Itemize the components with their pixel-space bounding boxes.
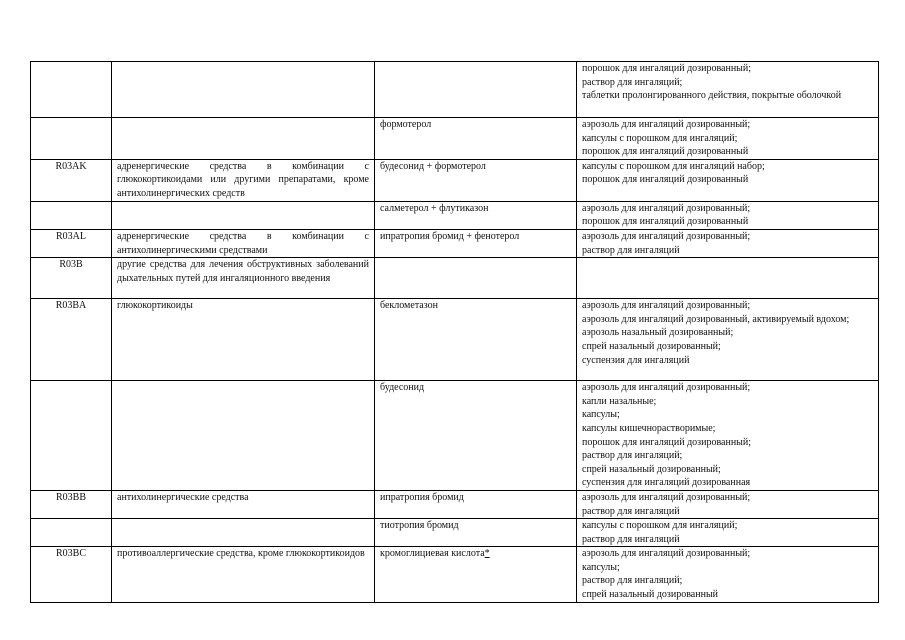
dosage-form-line: капсулы; — [582, 409, 620, 421]
atc-code-cell — [31, 519, 112, 547]
dosage-forms-cell — [577, 519, 879, 547]
drug-name: ипратропия бромид — [380, 491, 464, 503]
drug-name-cell — [375, 547, 577, 602]
drug-name: будесонид — [380, 382, 425, 394]
pharmacological-group-cell: противоаллергические средства, кроме глюкокортикоидов — [112, 547, 375, 602]
dosage-form-line: спрей назальный дозированный — [582, 589, 719, 601]
dosage-forms-cell — [577, 229, 879, 257]
atc-code-cell: R03AL — [31, 229, 112, 257]
pharmacological-group-cell — [112, 62, 375, 118]
dosage-form-line: раствор для ингаляций — [582, 505, 680, 517]
table-row — [31, 201, 879, 229]
drug-name-cell — [375, 299, 577, 381]
dosage-form-line: капсулы с порошком для ингаляций; — [582, 520, 738, 532]
dosage-form-line: раствор для ингаляций — [582, 244, 680, 256]
table-row — [31, 159, 879, 201]
dosage-form-line: аэрозоль для ингаляций дозированный; — [582, 382, 751, 394]
drug-name-cell — [375, 229, 577, 257]
table-row — [31, 229, 879, 257]
drug-name: формотерол — [380, 119, 432, 130]
atc-code-cell — [31, 381, 112, 491]
drug-name-cell — [375, 118, 577, 160]
dosage-forms-cell — [577, 118, 879, 160]
drug-name-cell — [375, 159, 577, 201]
atc-code-cell: R03BC — [31, 547, 112, 602]
dosage-forms-cell — [577, 299, 879, 381]
dosage-form-line: капсулы кишечнорастворимые; — [582, 422, 716, 434]
atc-code-cell: R03BA — [31, 299, 112, 381]
dosage-form-line: аэрозоль для ингаляций дозированный; — [582, 491, 751, 503]
dosage-form-line: раствор для ингаляций; — [582, 450, 683, 462]
pharmacological-group-cell: другие средства для лечения обструктивных заболеваний дыхательных путей для ингаляционного введения — [112, 258, 375, 299]
dosage-forms-cell — [577, 258, 879, 299]
drug-name: салметерол + флутиказон — [380, 202, 489, 214]
atc-code-cell: R03B — [31, 258, 112, 299]
atc-code-cell: R03BB — [31, 490, 112, 518]
atc-code-cell: R03AK — [31, 159, 112, 201]
table-row — [31, 258, 879, 299]
dosage-form-line: порошок для ингаляций дозированный; — [582, 436, 752, 448]
dosage-form-line: таблетки пролонгированного действия, покрытые оболочкой — [582, 90, 842, 102]
drug-table-page — [30, 61, 878, 603]
dosage-form-line: капли назальные; — [582, 395, 657, 407]
table-row — [31, 299, 879, 381]
dosage-form-line: аэрозоль для ингаляций дозированный; — [582, 119, 751, 130]
table-row — [31, 118, 879, 160]
dosage-forms-cell — [577, 381, 879, 491]
dosage-form-line: порошок для ингаляций дозированный — [582, 174, 749, 186]
dosage-forms-cell — [577, 159, 879, 201]
dosage-form-line: порошок для ингаляций дозированный — [582, 146, 749, 158]
dosage-form-line: спрей назальный дозированный; — [582, 463, 721, 475]
dosage-form-line: порошок для ингаляций дозированный — [582, 216, 749, 228]
table-row — [31, 62, 879, 118]
pharmacological-group-cell — [112, 381, 375, 491]
dosage-form-line: суспензия для ингаляций дозированная — [582, 477, 751, 489]
drug-name: будесонид + формотерол — [380, 160, 486, 172]
pharmacological-group-cell: глюкокортикоиды — [112, 299, 375, 381]
table-row — [31, 547, 879, 602]
drug-table — [30, 61, 879, 603]
table-row — [31, 519, 879, 547]
dosage-form-line: спрей назальный дозированный; — [582, 340, 721, 352]
drug-name: тиотропия бромид — [380, 520, 459, 532]
dosage-form-line: аэрозоль для ингаляций дозированный; — [582, 230, 751, 242]
pharmacological-group-cell: адренергические средства в комбинации с антихолинергическими средствами — [112, 229, 375, 257]
dosage-form-line: капсулы; — [582, 561, 620, 573]
dosage-form-line: аэрозоль для ингаляций дозированный; — [582, 300, 751, 312]
dosage-form-line: раствор для ингаляций; — [582, 575, 683, 587]
dosage-form-line: аэрозоль для ингаляций дозированный, активируемый вдохом; — [582, 313, 850, 325]
dosage-form-line: аэрозоль для ингаляций дозированный; — [582, 548, 751, 560]
dosage-form-line: порошок для ингаляций дозированный; — [582, 63, 752, 74]
table-row — [31, 490, 879, 518]
drug-name-cell — [375, 519, 577, 547]
dosage-form-line: раствор для ингаляций; — [582, 76, 683, 88]
pharmacological-group-cell — [112, 118, 375, 160]
dosage-form-line: раствор для ингаляций — [582, 533, 680, 545]
drug-name: беклометазон — [380, 300, 438, 312]
table-row — [31, 381, 879, 491]
atc-code-cell — [31, 62, 112, 118]
drug-name: ипратропия бромид + фенотерол — [380, 230, 520, 242]
drug-name-cell — [375, 201, 577, 229]
pharmacological-group-cell — [112, 201, 375, 229]
pharmacological-group-cell — [112, 519, 375, 547]
dosage-form-line: капсулы с порошком для ингаляций; — [582, 132, 738, 144]
dosage-form-line: аэрозоль назальный дозированный; — [582, 327, 734, 339]
dosage-forms-cell — [577, 547, 879, 602]
drug-name-cell — [375, 62, 577, 118]
dosage-form-line: капсулы с порошком для ингаляций набор; — [582, 160, 765, 172]
pharmacological-group-cell: адренергические средства в комбинации с глюкокортикоидами или другими препаратами, кроме антихолинергических средств — [112, 159, 375, 201]
dosage-form-line: суспензия для ингаляций — [582, 354, 690, 366]
pharmacological-group-cell: антихолинергические средства — [112, 490, 375, 518]
drug-name-cell — [375, 490, 577, 518]
dosage-forms-cell — [577, 201, 879, 229]
drug-table-body — [31, 62, 879, 603]
drug-name: кромоглициевая кислота — [380, 548, 485, 560]
atc-code-cell — [31, 118, 112, 160]
dosage-form-line: аэрозоль для ингаляций дозированный; — [582, 202, 751, 214]
drug-name-cell — [375, 258, 577, 299]
dosage-forms-cell — [577, 490, 879, 518]
drug-name-cell — [375, 381, 577, 491]
footnote-mark: * — [484, 548, 490, 560]
atc-code-cell — [31, 201, 112, 229]
dosage-forms-cell — [577, 62, 879, 118]
